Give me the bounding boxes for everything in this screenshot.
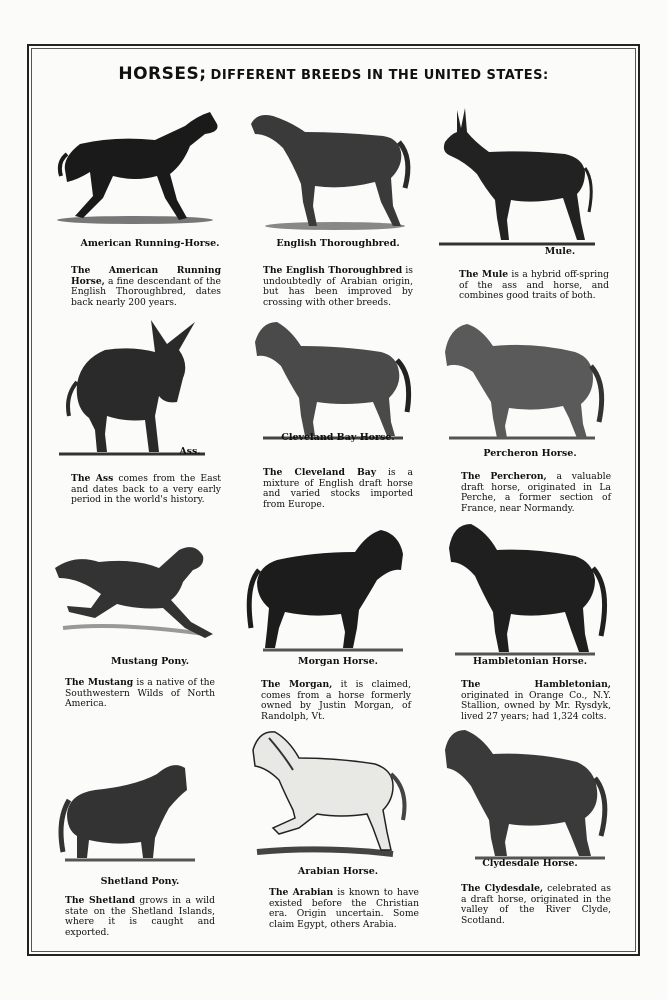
breed-description: The American Running Horse, a fine descendant of the English Thoroughbred, dates back nearly 200 years. [71, 265, 221, 308]
breed-description: The Ass comes from the East and dates back to a very early period in the world's history. [71, 473, 221, 506]
breed-name: English Thoroughbred. [276, 238, 400, 249]
breed-description: The Percheron, a valuable draft horse, originated in La Perche, a former section of France, near Normandy. [461, 471, 612, 514]
breed-description: The Clydesdale, celebrated as a draft horse, originated in the valley of the River Clyde, Scotland. [461, 883, 611, 926]
cleveland-bay-horse-illustration [243, 312, 418, 442]
arabian-horse-illustration [243, 724, 418, 864]
breed-name: Percheron Horse. [483, 448, 577, 459]
mule-illustration [435, 102, 610, 252]
clydesdale-horse-illustration [435, 724, 610, 864]
breed-name: Shetland Pony. [100, 876, 180, 887]
title-main: HORSES; [118, 64, 207, 84]
breed-name: Mustang Pony. [110, 656, 190, 667]
shetland-pony-illustration [55, 756, 230, 866]
breed-description: The Mustang is a native of the Southwestern Wilds of North America. [65, 677, 215, 710]
breed-name: Mule. [544, 246, 576, 257]
percheron-horse-illustration [435, 312, 610, 442]
hambletonian-horse-illustration [435, 518, 610, 658]
ass-illustration [55, 312, 230, 462]
breed-name: Cleveland Bay Horse. [281, 432, 395, 443]
breed-description: The Hambletonian, originated in Orange Co., N.Y. Stallion, owned by Mr. Rysdyk, lived 27 years; had 1,324 colts. [461, 679, 611, 722]
breed-name: Hambletonian Horse. [472, 656, 588, 667]
breed-description: The Morgan, it is claimed, comes from a horse formerly owned by Justin Morgan, of Randolph, Vt. [261, 679, 411, 722]
breed-name: American Running-Horse. [80, 238, 220, 249]
breed-name: Morgan Horse. [298, 656, 378, 667]
breed-description: The English Thoroughbred is undoubtedly of Arabian origin, but has been improved by crossing with other breeds. [263, 265, 413, 308]
breed-name: Arabian Horse. [297, 866, 379, 877]
breed-name: Ass. [179, 446, 201, 457]
title-sub: DIFFERENT BREEDS IN THE UNITED STATES: [210, 68, 549, 83]
breed-description: The Arabian is known to have existed before the Christian era. Origin uncertain. Some claim Egypt, others Arabia. [269, 887, 419, 930]
breed-description: The Mule is a hybrid off-spring of the ass and horse, and combines good traits of both. [459, 269, 610, 302]
page-title [0, 64, 667, 84]
mustang-pony-illustration [55, 538, 230, 648]
breed-description: The Cleveland Bay is a mixture of English draft horse and varied stocks imported from Europe. [263, 467, 413, 510]
american-running-horse-illustration [55, 102, 230, 232]
breed-description: The Shetland grows in a wild state on the Shetland Islands, where it is caught and exported. [65, 895, 215, 938]
morgan-horse-illustration [243, 524, 418, 654]
breed-name: Clydesdale Horse. [482, 858, 578, 869]
english-thoroughbred-illustration [243, 102, 418, 232]
